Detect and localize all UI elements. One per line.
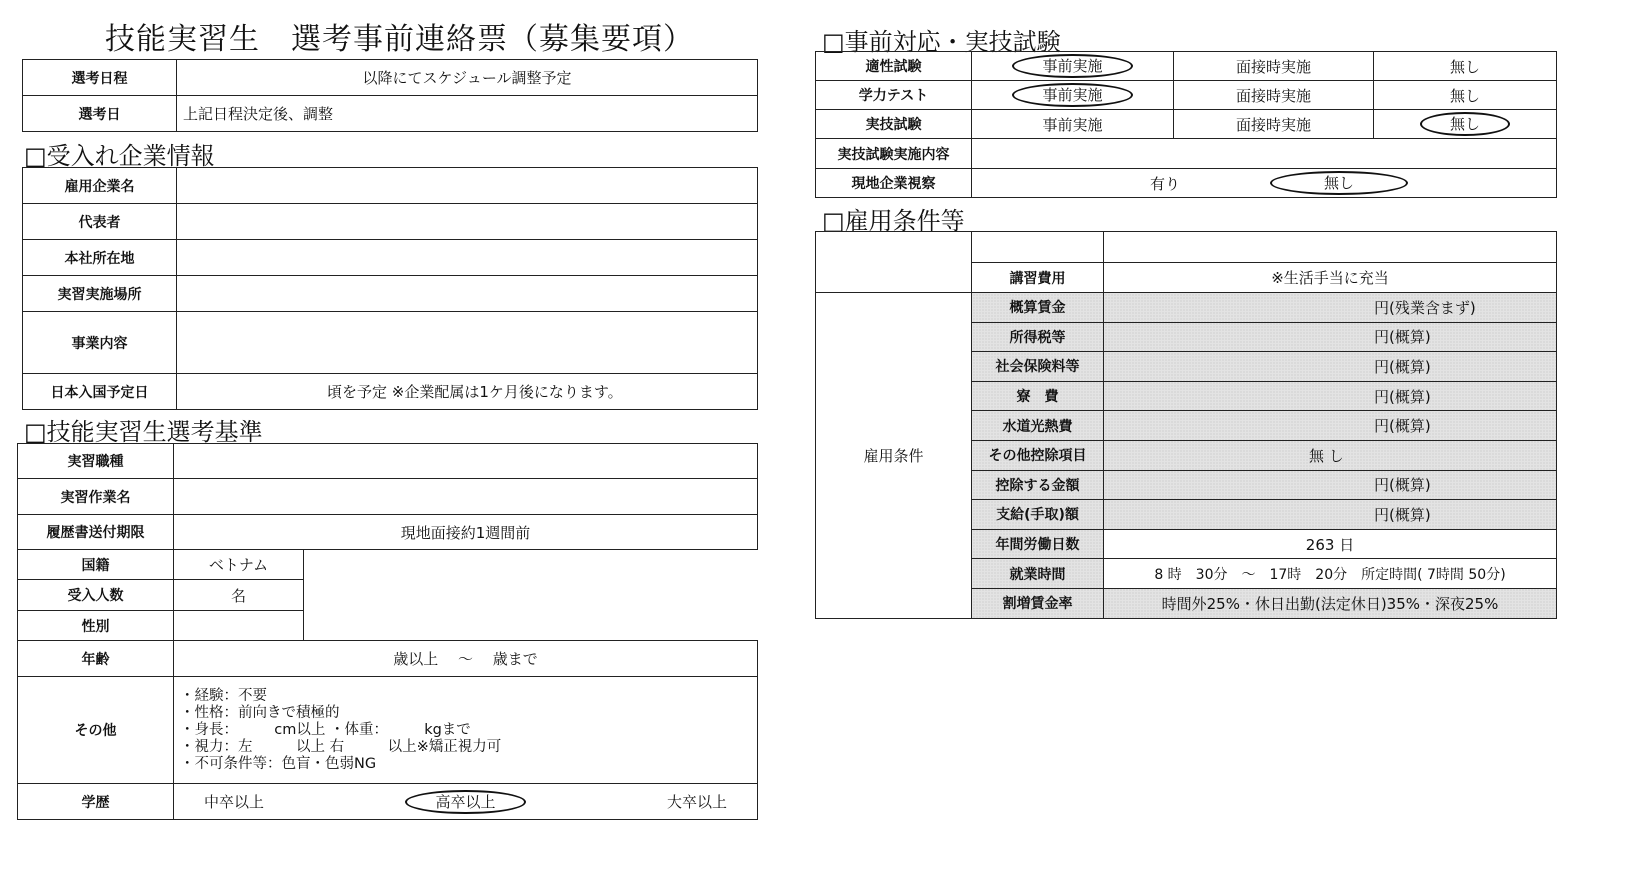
working-hours-value[interactable]: 8 時 30分 ～ 17時 20分 所定時間( 7時間 50分) <box>1104 559 1557 589</box>
other-line: ・経験：不要 <box>180 687 267 704</box>
training-fee-label: 講習費用 <box>972 263 1104 293</box>
employment-heading: □雇用条件等 <box>822 207 965 235</box>
company-row <box>23 374 758 410</box>
resume-deadline-value[interactable]: 現地面接約1週間前 <box>174 515 758 550</box>
education-options <box>174 784 758 820</box>
work-name-value[interactable] <box>174 479 758 515</box>
academic-test-label: 学力テスト <box>816 81 972 110</box>
entry-date-label: 日本入国予定日 <box>23 374 177 410</box>
site-visit-option-selected[interactable]: 無し <box>1270 171 1408 195</box>
schedule-table <box>22 59 758 132</box>
test-row <box>816 139 1557 169</box>
other-conditions[interactable] <box>174 677 758 784</box>
employment-top-value[interactable] <box>1104 232 1557 263</box>
site-visit-label: 現地企業視察 <box>816 169 972 198</box>
training-site-value[interactable] <box>177 276 758 312</box>
social-insurance-value[interactable]: 円(概算) <box>1104 352 1557 382</box>
deduction-amount-value[interactable]: 円(概算) <box>1104 470 1557 500</box>
employment-blank-label <box>972 232 1104 263</box>
site-visit-options <box>972 169 1557 198</box>
annual-workdays-value[interactable]: 263 日 <box>1104 529 1557 559</box>
test-option[interactable]: 面接時実施 <box>1174 81 1374 110</box>
work-name-label: 実習作業名 <box>18 479 174 515</box>
blank-area <box>304 550 758 641</box>
utilities-value[interactable]: 円(概算) <box>1104 411 1557 441</box>
company-row <box>23 312 758 374</box>
criteria-row <box>18 784 758 820</box>
net-pay-value[interactable]: 円(概算) <box>1104 500 1557 530</box>
gender-value[interactable] <box>174 611 304 641</box>
head-office-label: 本社所在地 <box>23 240 177 276</box>
employment-blank-cell <box>816 232 972 293</box>
criteria-row <box>18 641 758 677</box>
other-deductions-label: その他控除項目 <box>972 440 1104 470</box>
dorm-fee-value[interactable]: 円(概算) <box>1104 381 1557 411</box>
employment-row <box>816 232 1557 263</box>
company-heading: □受入れ企業情報 <box>24 142 215 170</box>
headcount-label: 受入人数 <box>18 580 174 611</box>
nationality-value[interactable]: ベトナム <box>174 550 304 580</box>
employment-group-label: 雇用条件 <box>816 293 972 619</box>
education-option-selected[interactable]: 高卒以上 <box>405 790 525 814</box>
social-insurance-label: 社会保険料等 <box>972 352 1104 382</box>
representative-label: 代表者 <box>23 204 177 240</box>
gender-label: 性別 <box>18 611 174 641</box>
criteria-row <box>18 479 758 515</box>
company-name-value[interactable] <box>177 168 758 204</box>
site-visit-option[interactable]: 有り <box>1150 174 1181 193</box>
test-option[interactable]: 無し <box>1374 81 1557 110</box>
company-row <box>23 204 758 240</box>
income-tax-label: 所得税等 <box>972 322 1104 352</box>
test-option[interactable]: 面接時実施 <box>1174 52 1374 81</box>
employment-table <box>815 231 1557 619</box>
practical-content-label: 実技試験実施内容 <box>816 139 972 169</box>
other-line: ・不可条件等：色盲・色弱NG <box>180 755 377 772</box>
education-option[interactable]: 中卒以上 <box>204 793 265 811</box>
job-type-label: 実習職種 <box>18 444 174 479</box>
schedule-row <box>23 60 758 96</box>
tests-heading: □事前対応・実技試験 <box>822 28 1061 56</box>
tests-table <box>815 51 1557 198</box>
premium-rate-value[interactable]: 時間外25%・休日出勤(法定休日)35%・深夜25% <box>1104 588 1557 618</box>
practical-test-label: 実技試験 <box>816 110 972 139</box>
company-row <box>23 240 758 276</box>
criteria-row <box>18 515 758 550</box>
criteria-heading: □技能実習生選考基準 <box>24 418 263 446</box>
test-option[interactable]: 無し <box>1374 52 1557 81</box>
business-content-value[interactable] <box>177 312 758 374</box>
other-line: ・性格：前向きで積極的 <box>180 704 340 721</box>
income-tax-value[interactable]: 円(概算) <box>1104 322 1557 352</box>
test-option-selected[interactable]: 無し <box>1420 112 1510 136</box>
document-title: 技能実習生 選考事前連絡票（募集要項） <box>105 22 694 57</box>
criteria-row <box>18 677 758 784</box>
test-option-selected[interactable]: 事前実施 <box>1012 83 1132 107</box>
wage-value[interactable]: 円(残業含まず) <box>1104 293 1557 323</box>
company-name-label: 雇用企業名 <box>23 168 177 204</box>
premium-rate-label: 割増賃金率 <box>972 588 1104 618</box>
utilities-label: 水道光熱費 <box>972 411 1104 441</box>
annual-workdays-label: 年間労働日数 <box>972 529 1104 559</box>
business-content-label: 事業内容 <box>23 312 177 374</box>
criteria-row <box>18 550 758 580</box>
aptitude-test-label: 適性試験 <box>816 52 972 81</box>
wage-label: 概算賃金 <box>972 293 1104 323</box>
other-line: ・視力：左 以上 右 以上※矯正視力可 <box>180 738 502 755</box>
other-label: その他 <box>18 677 174 784</box>
criteria-row <box>18 444 758 479</box>
age-value[interactable]: 歳以上 ～ 歳まで <box>174 641 758 677</box>
test-row <box>816 169 1557 198</box>
test-option-selected[interactable]: 事前実施 <box>1012 54 1132 78</box>
test-option[interactable]: 面接時実施 <box>1174 110 1374 139</box>
employment-row <box>816 293 1557 323</box>
selection-date-value[interactable]: 上記日程決定後、調整 <box>177 96 758 132</box>
resume-deadline-label: 履歴書送付期限 <box>18 515 174 550</box>
nationality-label: 国籍 <box>18 550 174 580</box>
dorm-fee-label: 寮 費 <box>972 381 1104 411</box>
test-row <box>816 81 1557 110</box>
working-hours-label: 就業時間 <box>972 559 1104 589</box>
company-table <box>22 167 758 410</box>
age-label: 年齢 <box>18 641 174 677</box>
practical-content-value[interactable] <box>972 139 1557 169</box>
deduction-amount-label: 控除する金額 <box>972 470 1104 500</box>
test-option[interactable]: 事前実施 <box>972 110 1174 139</box>
selection-date-label: 選考日 <box>23 96 177 132</box>
criteria-table <box>17 443 758 820</box>
test-row <box>816 110 1557 139</box>
other-deductions-value[interactable]: 無 し <box>1104 440 1557 470</box>
company-row <box>23 168 758 204</box>
representative-value[interactable] <box>177 204 758 240</box>
schedule-label: 選考日程 <box>23 60 177 96</box>
test-row <box>816 52 1557 81</box>
net-pay-label: 支給(手取)額 <box>972 500 1104 530</box>
entry-date-value[interactable]: 頃を予定 ※企業配属は1ケ月後になります。 <box>177 374 758 410</box>
job-type-value[interactable] <box>174 444 758 479</box>
education-label: 学歴 <box>18 784 174 820</box>
selection-date-row <box>23 96 758 132</box>
headcount-value[interactable]: 名 <box>174 580 304 611</box>
education-option[interactable]: 大卒以上 <box>666 793 727 811</box>
other-line: ・身長： cm以上 ・体重： kgまで <box>180 721 471 738</box>
schedule-value[interactable]: 以降にてスケジュール調整予定 <box>177 60 758 96</box>
company-row <box>23 276 758 312</box>
training-site-label: 実習実施場所 <box>23 276 177 312</box>
training-fee-value[interactable]: ※生活手当に充当 <box>1104 263 1557 293</box>
head-office-value[interactable] <box>177 240 758 276</box>
